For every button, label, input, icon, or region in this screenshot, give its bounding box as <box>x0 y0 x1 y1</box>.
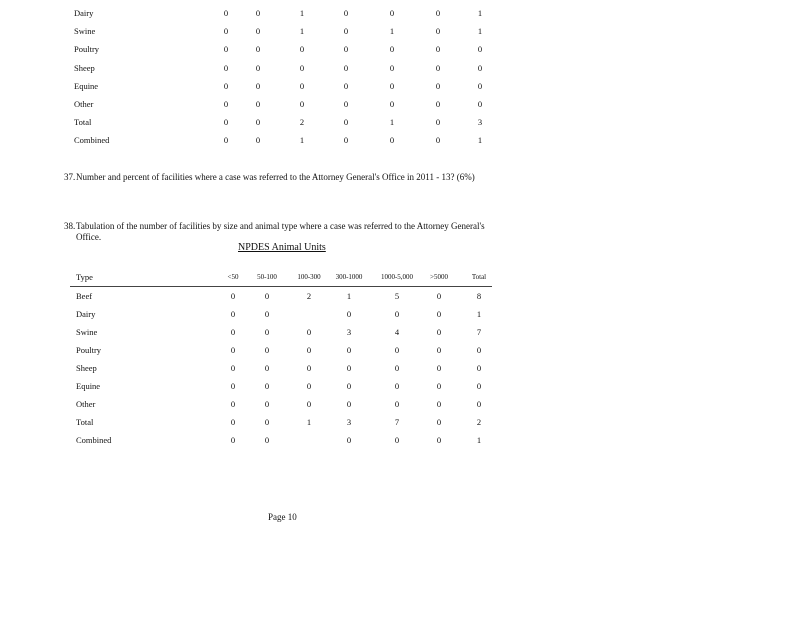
table-cell: 1 <box>477 26 483 37</box>
table-cell: 0 <box>343 80 349 91</box>
header-cell: 50-100 <box>257 273 277 281</box>
table-cell: 0 <box>346 399 352 409</box>
top-table <box>70 4 490 150</box>
table-row <box>70 305 492 323</box>
table-cell: 0 <box>343 98 349 109</box>
table-cell: 0 <box>230 327 236 337</box>
table-cell: 1 <box>477 8 483 18</box>
table-cell: 4 <box>394 327 400 337</box>
header-cell: 1000-5,000 <box>380 273 414 281</box>
question-37-number: 37. <box>64 172 76 182</box>
table-cell: 2 <box>476 417 482 427</box>
table-cell: 0 <box>389 98 395 109</box>
table-cell: 0 <box>435 62 441 73</box>
table-cell: 0 <box>230 417 236 427</box>
table-cell: 0 <box>389 8 395 18</box>
table-cell: 0 <box>394 345 400 355</box>
table-cell: 0 <box>343 44 349 55</box>
table-cell: 0 <box>223 44 229 55</box>
table-cell: 0 <box>264 363 270 373</box>
table-row <box>70 22 490 40</box>
table-cell: 0 <box>436 327 442 337</box>
table-cell: 0 <box>255 44 261 55</box>
row-label: Combined <box>74 135 110 146</box>
table-cell: 1 <box>477 135 483 146</box>
table-cell: 0 <box>230 291 236 301</box>
table-cell: 1 <box>389 26 395 37</box>
header-cell: Type <box>76 272 93 282</box>
table-cell: 0 <box>477 80 483 91</box>
table-cell: 0 <box>343 135 349 146</box>
table-cell: 0 <box>394 381 400 391</box>
table-cell: 0 <box>435 80 441 91</box>
table-cell: 0 <box>436 381 442 391</box>
table-cell: 0 <box>436 363 442 373</box>
header-cell: Total <box>471 273 487 281</box>
question-37-text: Number and percent of facilities where a case was referred to the Attorney General's Office in 2011 - 13? (6%) <box>76 172 475 182</box>
row-label: Total <box>76 417 94 427</box>
table-cell: 1 <box>476 435 482 445</box>
table-cell: 0 <box>299 80 305 91</box>
table-cell: 0 <box>264 435 270 445</box>
table-row <box>70 431 492 449</box>
table-cell: 0 <box>435 117 441 128</box>
table-cell: 7 <box>476 327 482 337</box>
table-cell: 0 <box>476 381 482 391</box>
table-row <box>70 59 490 77</box>
row-label: Poultry <box>76 345 102 355</box>
table-cell: 0 <box>436 345 442 355</box>
table-cell: 0 <box>264 345 270 355</box>
table-cell: 0 <box>435 135 441 146</box>
table-cell: 0 <box>389 44 395 55</box>
table-row <box>70 341 492 359</box>
table-cell: 0 <box>306 363 312 373</box>
table-cell: 2 <box>299 117 305 128</box>
table-cell: 0 <box>306 399 312 409</box>
table-cell: 0 <box>223 26 229 37</box>
table-cell: 0 <box>389 80 395 91</box>
table-cell: 2 <box>306 291 312 301</box>
table-cell: 0 <box>394 363 400 373</box>
question-38-number: 38. <box>64 221 76 231</box>
table-cell: 0 <box>299 62 305 73</box>
page-number: Page 10 <box>268 512 297 522</box>
table-cell: 0 <box>346 381 352 391</box>
table-cell: 0 <box>264 417 270 427</box>
table-cell: 0 <box>394 399 400 409</box>
table-cell: 0 <box>477 98 483 109</box>
table-row <box>70 287 492 305</box>
table-cell: 0 <box>436 399 442 409</box>
table-cell: 0 <box>435 98 441 109</box>
row-label: Beef <box>76 291 93 301</box>
table-cell: 0 <box>346 309 352 319</box>
table-cell: 0 <box>436 417 442 427</box>
row-label: Sheep <box>74 62 95 73</box>
table-cell: 0 <box>264 381 270 391</box>
table-row <box>70 40 490 58</box>
table-cell: 0 <box>346 363 352 373</box>
table-cell: 0 <box>264 291 270 301</box>
table-cell: 0 <box>230 435 236 445</box>
table-cell: 0 <box>343 117 349 128</box>
table-cell: 1 <box>346 291 352 301</box>
table-cell: 0 <box>230 381 236 391</box>
table-cell: 0 <box>435 8 441 18</box>
table-cell: 0 <box>299 98 305 109</box>
row-label: Other <box>76 399 96 409</box>
header-cell: >5000 <box>430 273 448 281</box>
table-cell: 0 <box>306 345 312 355</box>
table-cell: 0 <box>255 8 261 18</box>
table-cell: 0 <box>230 363 236 373</box>
table-cell: 7 <box>394 417 400 427</box>
table-cell: 0 <box>476 399 482 409</box>
table-row <box>70 95 490 113</box>
table-cell: 0 <box>306 381 312 391</box>
table-cell: 0 <box>436 309 442 319</box>
table-cell: 0 <box>476 363 482 373</box>
table-cell: 0 <box>343 62 349 73</box>
table-row <box>70 395 492 413</box>
row-label: Combined <box>76 435 112 445</box>
table-cell: 0 <box>223 98 229 109</box>
table-cell: 0 <box>255 80 261 91</box>
table-cell: 0 <box>476 345 482 355</box>
table-cell: 0 <box>394 309 400 319</box>
table-cell: 0 <box>255 26 261 37</box>
table-cell: 0 <box>255 98 261 109</box>
table-cell: 1 <box>299 135 305 146</box>
table-cell: 0 <box>255 117 261 128</box>
table-cell: 5 <box>394 291 400 301</box>
header-cell: <50 <box>227 273 239 281</box>
table-cell: 3 <box>346 417 352 427</box>
table-cell: 0 <box>343 8 349 18</box>
table-cell: 0 <box>477 62 483 73</box>
table-cell: 0 <box>299 44 305 55</box>
table-cell: 0 <box>343 26 349 37</box>
table-cell: 0 <box>255 62 261 73</box>
table-cell: 0 <box>223 117 229 128</box>
table-cell: 0 <box>223 8 229 18</box>
table-cell: 0 <box>230 399 236 409</box>
question-38-text: Tabulation of the number of facilities by size and animal type where a case was referred to the Attorney General's Office. <box>76 221 485 242</box>
table-row <box>70 377 492 395</box>
table-row <box>70 77 490 95</box>
table-cell: 0 <box>346 345 352 355</box>
table-cell: 0 <box>435 26 441 37</box>
table-cell: 0 <box>264 309 270 319</box>
row-label: Equine <box>74 80 99 91</box>
row-label: Equine <box>76 381 101 391</box>
row-label: Total <box>74 117 92 128</box>
table-cell: 1 <box>299 26 305 37</box>
table-cell: 0 <box>223 80 229 91</box>
table-cell: 0 <box>230 345 236 355</box>
table-cell: 1 <box>299 8 305 18</box>
table-cell: 0 <box>255 135 261 146</box>
table-cell: 0 <box>264 399 270 409</box>
table-cell: 0 <box>389 135 395 146</box>
table-cell: 3 <box>477 117 483 128</box>
table-header <box>70 270 492 287</box>
bottom-table <box>70 270 492 449</box>
table-cell: 3 <box>346 327 352 337</box>
table-row <box>70 359 492 377</box>
row-label: Swine <box>74 26 96 37</box>
table-cell: 1 <box>306 417 312 427</box>
table-cell: 0 <box>436 291 442 301</box>
table-cell: 0 <box>394 435 400 445</box>
header-cell: 100-300 <box>297 273 321 281</box>
row-label: Swine <box>76 327 98 337</box>
table-row <box>70 4 490 22</box>
table-cell: 0 <box>264 327 270 337</box>
row-label: Dairy <box>76 309 96 319</box>
table-row <box>70 323 492 341</box>
table-row <box>70 413 492 431</box>
row-label: Other <box>74 98 94 109</box>
row-label: Poultry <box>74 44 100 55</box>
table-cell: 0 <box>223 135 229 146</box>
table-cell: 8 <box>476 291 482 301</box>
table-cell: 0 <box>477 44 483 55</box>
table-cell: 1 <box>389 117 395 128</box>
table-row <box>70 113 490 131</box>
table-cell: 0 <box>436 435 442 445</box>
table-cell: 0 <box>306 327 312 337</box>
table-cell: 0 <box>230 309 236 319</box>
header-cell: 300-1000 <box>335 273 363 281</box>
table-cell: 0 <box>435 44 441 55</box>
row-label: Dairy <box>74 8 94 18</box>
table-caption: NPDES Animal Units <box>238 242 326 253</box>
table-row <box>70 131 490 149</box>
table-cell: 0 <box>346 435 352 445</box>
table-cell: 0 <box>389 62 395 73</box>
row-label: Sheep <box>76 363 97 373</box>
table-cell: 0 <box>223 62 229 73</box>
table-cell: 1 <box>476 309 482 319</box>
